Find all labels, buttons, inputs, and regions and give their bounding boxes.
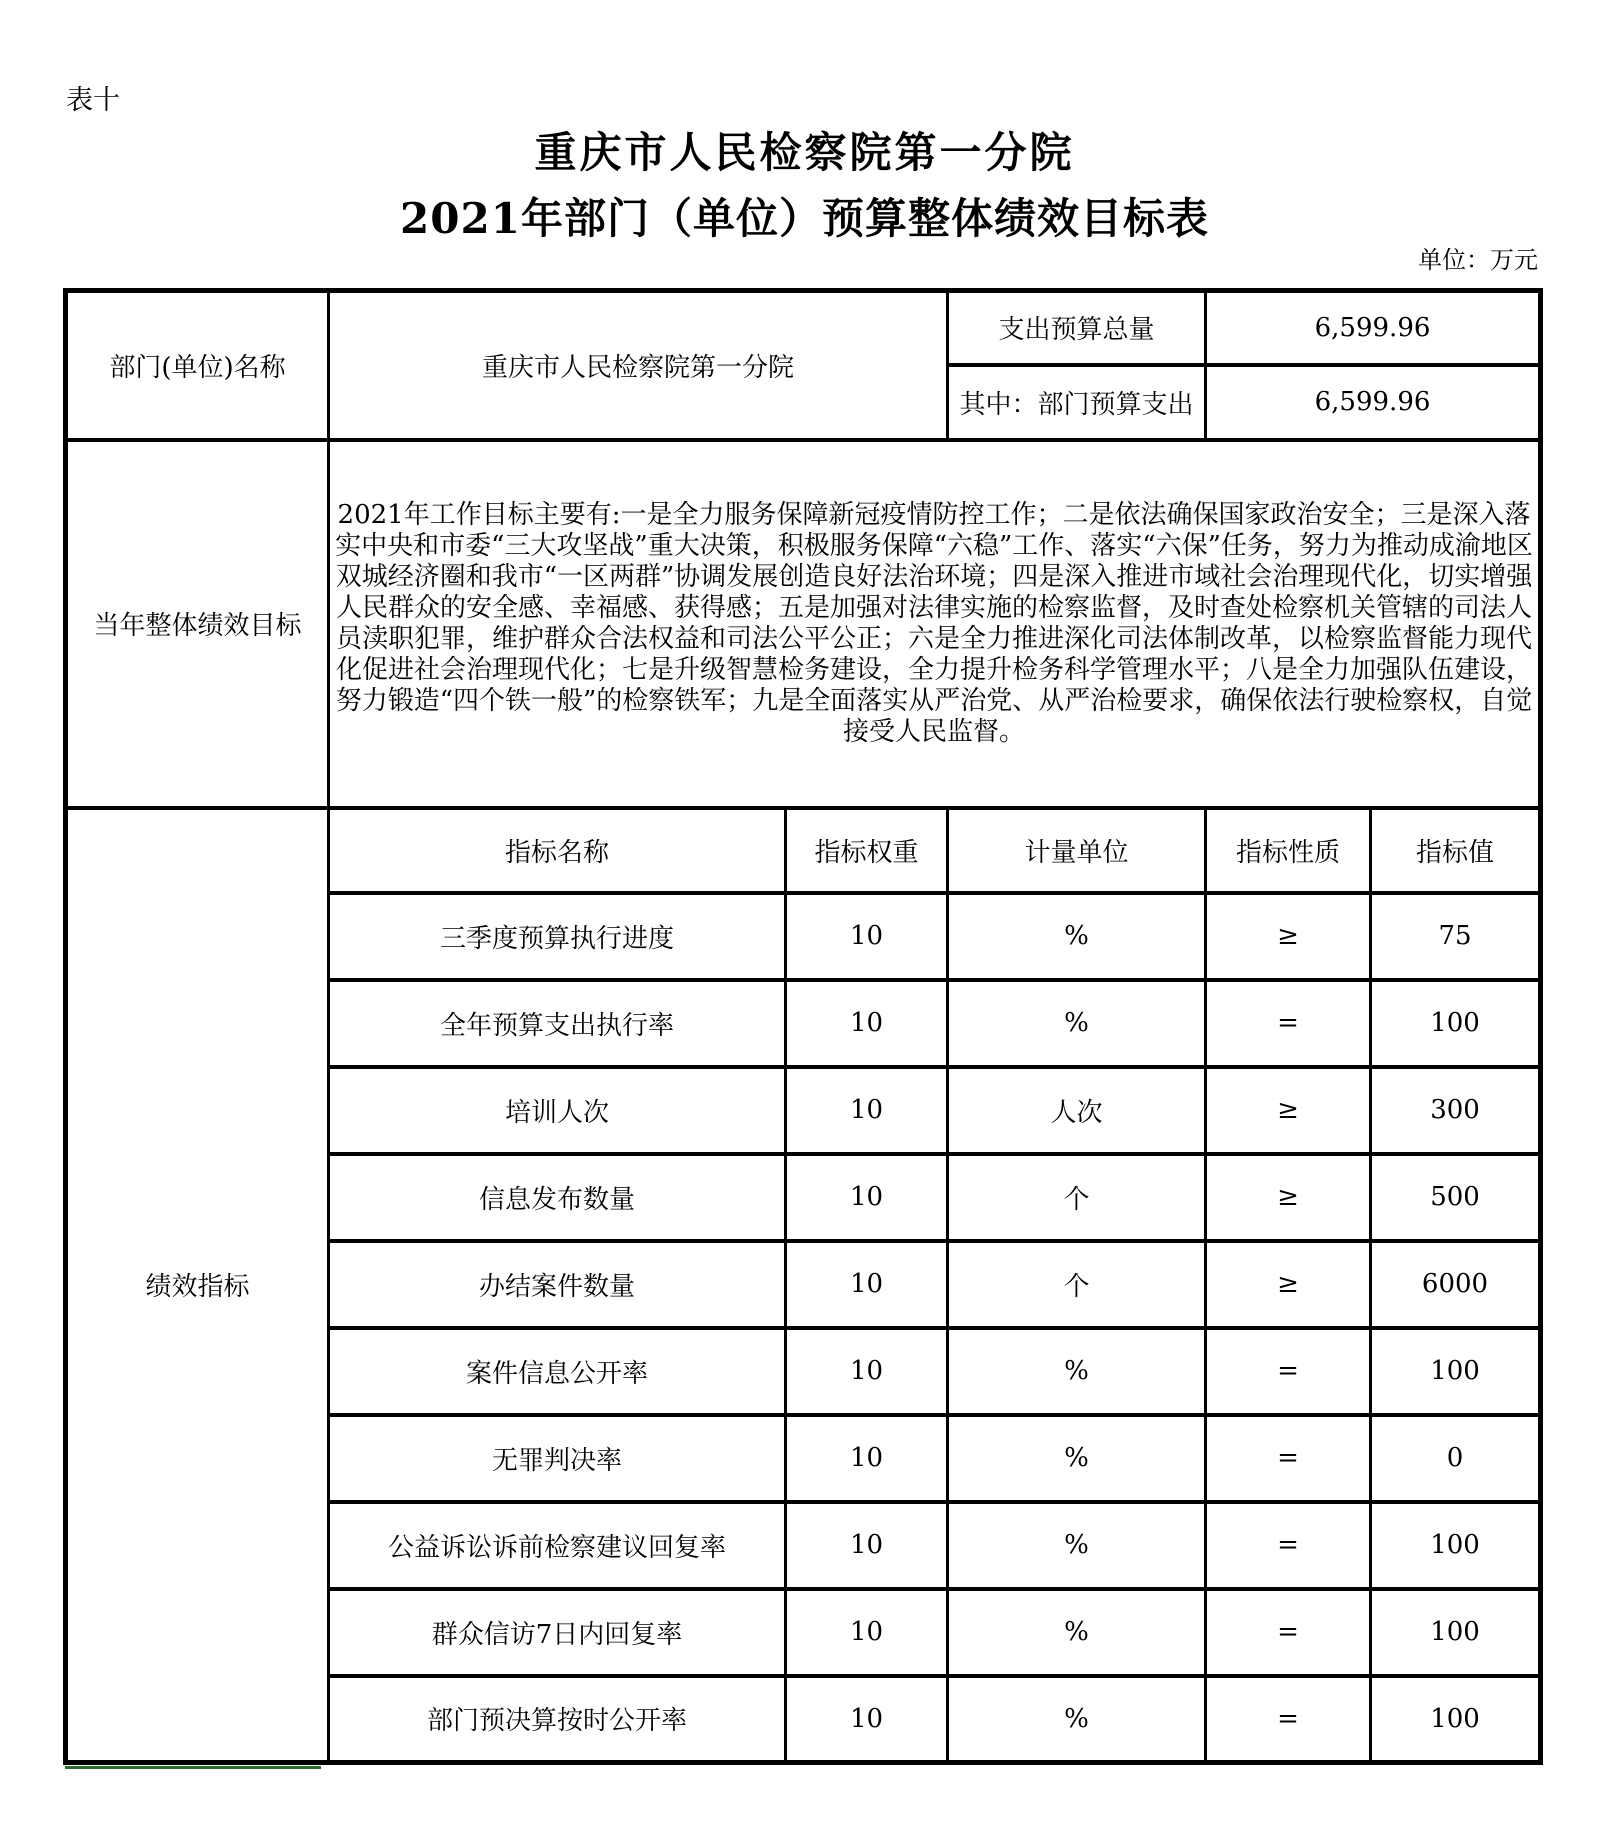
- expenditure-total-label-cell: 支出预算总量: [948, 291, 1206, 365]
- indicator-name-cell: 信息发布数量: [329, 1154, 786, 1241]
- indicator-unit-cell: %: [948, 893, 1206, 980]
- indicator-nature-cell: =: [1206, 1589, 1371, 1676]
- document-title-line1: 重庆市人民检察院第一分院: [534, 128, 1075, 177]
- indicator-unit-cell: 个: [948, 1241, 1206, 1328]
- expenditure-total-value-cell: 6,599.96: [1206, 291, 1541, 365]
- indicator-weight-cell: 10: [786, 1241, 948, 1328]
- dept-name-label-cell: 部门(单位)名称: [66, 291, 329, 440]
- indicator-nature-cell: ≥: [1206, 1154, 1371, 1241]
- indicator-unit-cell: %: [948, 1415, 1206, 1502]
- annual-goal-row: [66, 440, 1541, 808]
- indicator-nature-cell: ≥: [1206, 1241, 1371, 1328]
- indicator-name-cell: 公益诉讼诉前检察建议回复率: [329, 1502, 786, 1589]
- indicator-name-cell: 案件信息公开率: [329, 1328, 786, 1415]
- indicator-weight-cell: 10: [786, 1415, 948, 1502]
- annual-goal-text-cell: 2021年工作目标主要有:一是全力服务保障新冠疫情防控工作；二是依法确保国家政治安全；三是深入落实中央和市委“三大攻坚战”重大决策，积极服务保障“六稳”工作、落实“六保”任务，努力为推动成渝地区双城经济圈和我市“一区两群”协调发展创造良好法治环境；四是深入推进市域社会治理现代化，切实增强人民群众的安全感、幸福感、获得感；五是加强对法律实施的检察监督，及时查处检察机关管辖的司法人员渎职犯罪，维护群众合法权益和司法公平公正；六是全力推进深化司法体制改革，以检察监督能力现代化促进社会治理现代化；七是升级智慧检务建设，全力提升检务科学管理水平；八是全力加强队伍建设，努力锻造“四个铁一般”的检察铁军；九是全面落实从严治党、从严治检要求，确保依法行驶检察权，自觉接受人民监督。: [329, 440, 1541, 808]
- header-indicator-name: 指标名称: [329, 808, 786, 893]
- indicator-value-cell: 100: [1371, 1502, 1541, 1589]
- indicator-weight-cell: 10: [786, 893, 948, 980]
- dept-name-value-cell: 重庆市人民检察院第一分院: [329, 291, 948, 440]
- dept-budget-value-cell: 6,599.96: [1206, 365, 1541, 440]
- indicator-header-row: [66, 808, 1541, 893]
- performance-indicators-label-cell: 绩效指标: [66, 808, 329, 1763]
- indicator-unit-cell: %: [948, 1502, 1206, 1589]
- indicator-weight-cell: 10: [786, 1502, 948, 1589]
- indicator-name-cell: 部门预决算按时公开率: [329, 1676, 786, 1763]
- indicator-nature-cell: ≥: [1206, 1067, 1371, 1154]
- indicator-nature-cell: =: [1206, 980, 1371, 1067]
- document-title-line2: 2021年部门（单位）预算整体绩效目标表: [400, 194, 1209, 243]
- table-number-label: 表十: [66, 85, 120, 116]
- indicator-unit-cell: 人次: [948, 1067, 1206, 1154]
- indicator-value-cell: 500: [1371, 1154, 1541, 1241]
- indicator-name-cell: 办结案件数量: [329, 1241, 786, 1328]
- header-measure-unit: 计量单位: [948, 808, 1206, 893]
- indicator-weight-cell: 10: [786, 1676, 948, 1763]
- indicator-name-cell: 培训人次: [329, 1067, 786, 1154]
- indicator-name-cell: 无罪判决率: [329, 1415, 786, 1502]
- indicator-unit-cell: %: [948, 1676, 1206, 1763]
- indicator-nature-cell: =: [1206, 1328, 1371, 1415]
- indicator-unit-cell: %: [948, 980, 1206, 1067]
- indicator-unit-cell: 个: [948, 1154, 1206, 1241]
- indicator-unit-cell: %: [948, 1328, 1206, 1415]
- indicator-value-cell: 100: [1371, 1328, 1541, 1415]
- indicator-value-cell: 6000: [1371, 1241, 1541, 1328]
- indicator-value-cell: 100: [1371, 1589, 1541, 1676]
- green-accent-line: [65, 1766, 321, 1769]
- indicator-nature-cell: =: [1206, 1676, 1371, 1763]
- indicator-weight-cell: 10: [786, 980, 948, 1067]
- indicator-weight-cell: 10: [786, 1067, 948, 1154]
- indicator-value-cell: 75: [1371, 893, 1541, 980]
- unit-note: 单位：万元: [1418, 246, 1538, 274]
- indicator-nature-cell: =: [1206, 1415, 1371, 1502]
- header-indicator-value: 指标值: [1371, 808, 1541, 893]
- header-indicator-weight: 指标权重: [786, 808, 948, 893]
- indicator-value-cell: 100: [1371, 980, 1541, 1067]
- header-indicator-nature: 指标性质: [1206, 808, 1371, 893]
- indicator-unit-cell: %: [948, 1589, 1206, 1676]
- indicator-nature-cell: =: [1206, 1502, 1371, 1589]
- indicator-value-cell: 0: [1371, 1415, 1541, 1502]
- indicator-weight-cell: 10: [786, 1589, 948, 1676]
- indicator-name-cell: 三季度预算执行进度: [329, 893, 786, 980]
- indicator-name-cell: 群众信访7日内回复率: [329, 1589, 786, 1676]
- dept-budget-label-cell: 其中：部门预算支出: [948, 365, 1206, 440]
- info-row-1: [66, 291, 1541, 365]
- performance-table: [63, 288, 1543, 1765]
- indicator-nature-cell: ≥: [1206, 893, 1371, 980]
- indicator-weight-cell: 10: [786, 1154, 948, 1241]
- indicator-value-cell: 300: [1371, 1067, 1541, 1154]
- indicator-name-cell: 全年预算支出执行率: [329, 980, 786, 1067]
- indicator-value-cell: 100: [1371, 1676, 1541, 1763]
- annual-goal-label-cell: 当年整体绩效目标: [66, 440, 329, 808]
- indicator-weight-cell: 10: [786, 1328, 948, 1415]
